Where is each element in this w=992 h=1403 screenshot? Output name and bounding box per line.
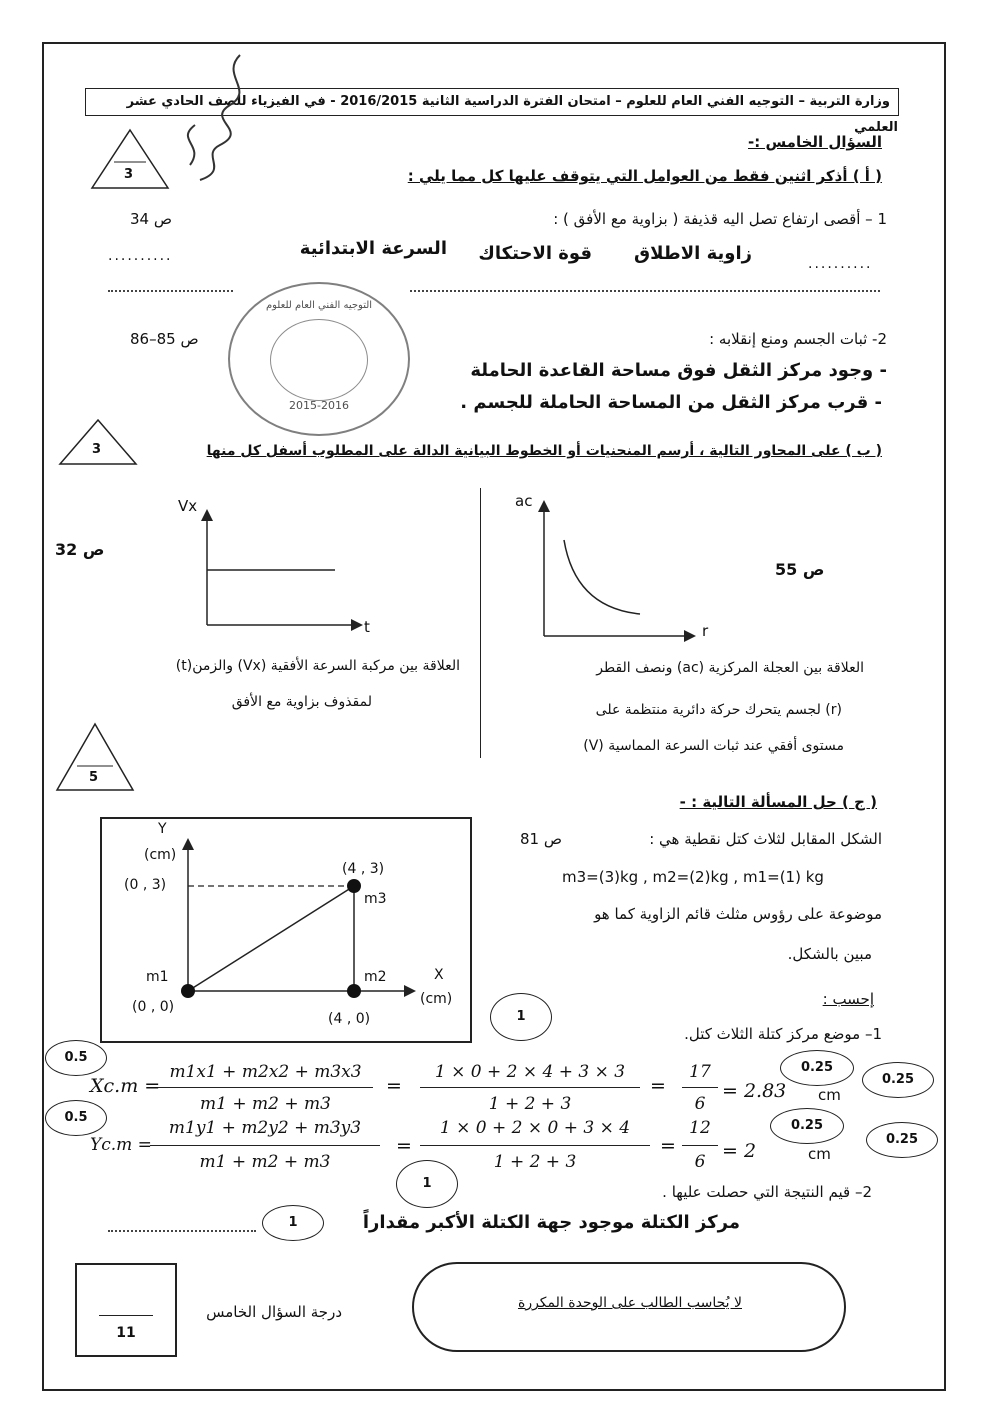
item2-answer-2: - قرب مركز الثقل من المساحة الحاملة للجسم . [460,392,882,413]
mark-badge-ycm-result: 0.25 [770,1108,844,1144]
mark-badge-xcm: 0.5 [45,1040,107,1076]
part-c-page: ص 81 [520,830,562,848]
graph-vx-t [195,505,365,640]
fig-x-unit: (cm) [420,991,453,1007]
xcm-frac-den: 6 [694,1094,706,1114]
xcm-frac-num: 17 [689,1062,711,1082]
dots-2: .......... [808,256,873,272]
graph-right-page: ص 55 [775,560,825,579]
header-text: وزارة التربية – التوجيه الفني العام للعلوم – امتحان الفترة الدراسية الثانية 2016/2015 - في الفيزياء للصف الحادي عشر العلمي [126,94,898,135]
total-score-box [75,1263,177,1357]
part-b-instruction: ( ب ) على المحاور التالية ، أرسم المنحنيات أو الخطوط البيانية الدالة على المطلوب أسفل كل منها [206,443,882,459]
ycm-frac-den: 6 [694,1152,706,1172]
ycm-lhs: Yc.m = [90,1135,152,1155]
item2-page: ص 85–86 [130,330,199,348]
ycm-formula-num: m1y1 + m2y2 + m3y3 [168,1118,362,1138]
part-c-task2-answer: مركز الكتلة موجود جهة الكتلة الأكبر مقداراً [362,1212,740,1233]
xcm-frac-bar [682,1087,718,1088]
xcm-sub-den: 1 + 2 + 3 [488,1094,572,1114]
xcm-formula-den: m1 + m2 + m3 [200,1094,331,1114]
fig-point-4-3: (4 , 3) [342,861,385,877]
graph-left-x-label: t [364,618,370,636]
fig-y-axis: Y [158,821,167,837]
mark-badge-1-top: 1 [490,993,552,1041]
fig-m2: m2 [364,969,387,985]
score-b-value: 3 [92,442,102,457]
item2-answer-1: - وجود مركز الثقل فوق مساحة القاعدة الحاملة [470,360,887,381]
graph-right-x-label: r [702,622,709,640]
stamp-emblem [270,319,368,401]
score-a-value: 3 [124,167,134,182]
ycm-unit: cm [808,1145,831,1163]
ycm-sub-num: 1 × 0 + 2 × 0 + 3 × 4 [439,1118,631,1138]
mark-badge-task2: 1 [262,1205,324,1241]
dotted-line-2 [410,290,880,292]
xcm-formula-num: m1x1 + m2x2 + m3x3 [169,1062,362,1082]
part-c-instruction: ( ج ) حل المسألة التالية : - [679,793,877,811]
fig-y-unit: (cm) [144,847,177,863]
total-score-value: 11 [116,1325,136,1341]
item1-answer-3: السرعة الابتدائية [299,238,447,259]
mark-badge-xcm-unit: 0.25 [862,1062,934,1098]
graph-right-caption-3: مستوى أفقي عند ثبات السرعة المماسية (V) [583,738,844,754]
stamp-rim-text: التوجيه الفني العام للعلوم [265,300,373,311]
stamp-years: 2015-2016 [289,399,349,412]
mark-badge-ycm-unit: 0.25 [866,1122,938,1158]
part-a-instruction: ( أ ) أذكر اثنين فقط من العوامل التي يتوقف عليها كل مما يلي : [407,167,882,185]
dots-1: .......... [108,248,173,264]
part-c-task2: 2– قيم النتيجة التي حصلت عليها . [662,1183,872,1201]
part-c-task1: 1– موضع مركز كتلة الثلاث كتل. [684,1025,882,1043]
mass-figure [100,817,472,1043]
graph-left-y-label: Vx [178,497,198,515]
dotted-line-3 [108,1230,256,1232]
xcm-unit: cm [818,1086,841,1104]
part-c-line3: موضوعة على رؤوس مثلث قائم الزاوية كما هو [594,905,882,923]
fig-m3: m3 [364,891,387,907]
score-c-value: 5 [89,770,99,785]
mark-badge-ycm: 0.5 [45,1100,107,1136]
mark-badge-1-bottom: 1 [396,1160,458,1208]
ycm-sub-bar [420,1145,650,1146]
ycm-formula-den: m1 + m2 + m3 [199,1152,331,1172]
xcm-sub-bar [420,1087,640,1088]
signature [160,45,270,185]
item1-text: 1 – أقصى ارتفاع تصل اليه قذيفة ( بزاوية مع الأفق ) : [553,210,887,228]
graph-right-caption-1: العلاقة بين العجلة المركزية (ac) ونصف القطر [596,660,864,676]
item1-answer-2: قوة الاحتكاك [478,243,592,264]
item1-page: ص 34 [130,210,172,228]
part-c-calc-label: إحسب : [822,990,874,1008]
ycm-result: = 2 [722,1140,757,1162]
fig-m1: m1 [146,969,169,985]
fig-point-origin: (0 , 0) [132,999,175,1015]
xcm-sub-num: 1 × 0 + 2 × 4 + 3 × 3 [434,1062,626,1082]
xcm-lhs: Xc.m = [90,1075,161,1097]
graph-right-caption-2: (r) لجسم يتحرك حركة دائرية منتظمة على [595,702,842,718]
graph-right-y-label: ac [515,492,533,510]
note-text: لا يُحاسب الطالب على الوحدة المكررة [517,1295,742,1311]
graph-divider [480,488,481,758]
part-c-masses: m3=(3)kg , m2=(2)kg , m1=(1) kg [562,868,824,886]
xcm-result: = 2.83 [722,1080,787,1102]
graph-ac-r [530,498,700,643]
part-c-line4: مبين بالشكل. [787,945,872,963]
mark-badge-xcm-result: 0.25 [780,1050,854,1086]
ycm-frac-bar [682,1145,718,1146]
fig-point-4-0: (4 , 0) [328,1011,371,1027]
total-score-label: درجة السؤال الخامس [206,1303,342,1321]
part-c-line1: الشكل المقابل لثلاث كتل نقطية هي : [649,830,882,848]
graph-left-page: ص 32 [55,540,105,559]
official-stamp [228,282,410,436]
fig-x-axis: X [434,967,444,983]
ycm-frac-num: 12 [689,1118,711,1138]
fig-point-0-3: (0 , 3) [124,877,167,893]
xcm-formula-bar [158,1087,373,1088]
graph-left-caption-2: لمقذوف بزاوية مع الأفق [231,694,372,710]
ycm-sub-den: 1 + 2 + 3 [493,1152,577,1172]
item1-answer-1: زاوية الاطلاق [634,243,752,264]
ycm-formula-bar [150,1145,380,1146]
item2-text: 2- ثبات الجسم ومنع إنقلابه : [709,330,887,348]
question-title: السؤال الخامس :- [748,133,882,151]
graph-left-caption-1: العلاقة بين مركبة السرعة الأفقية (Vx) والزمن(t) [175,658,460,674]
dotted-line-1 [108,290,233,292]
